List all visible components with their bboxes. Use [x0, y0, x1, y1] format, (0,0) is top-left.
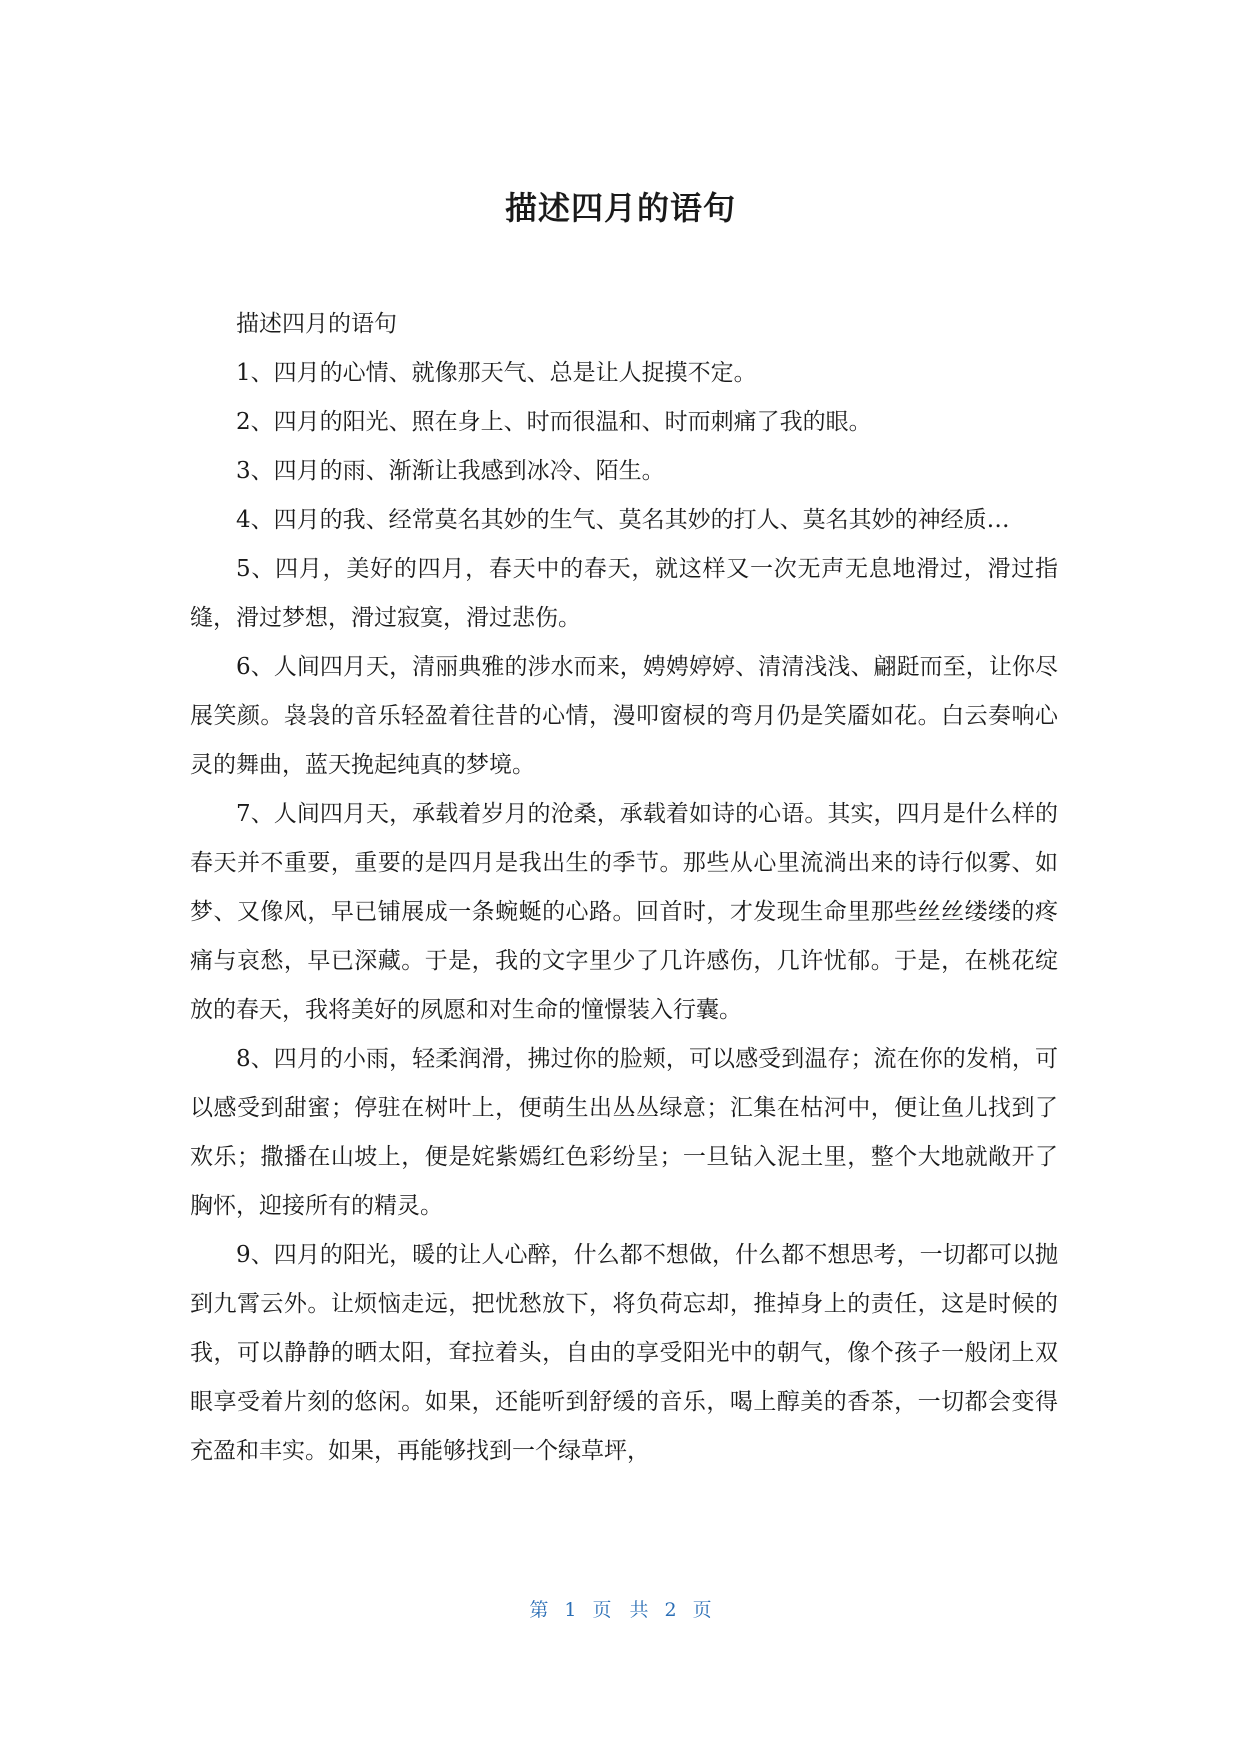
footer-label-of: 页 共 — [592, 1599, 649, 1621]
footer-label-pages: 页 — [692, 1599, 712, 1621]
footer-label-page: 第 — [529, 1599, 549, 1621]
paragraph-9: 9、四月的阳光，暖的让人心醉，什么都不想做，什么都不想思考，一切都可以抛到九霄云外。让烦恼走远，把忧愁放下，将负荷忘却，推掉身上的责任，这是时候的我，可以静静的晒太阳，耷拉着头，自由的享受阳光中的朝气，像个孩子一般闭上双眼享受着片刻的悠闲。如果，还能听到舒缓的音乐，喝上醇美的香茶，一切都会变得充盈和丰实。如果，再能够找到一个绿草坪， — [190, 1242, 1058, 1464]
footer-current-page: 1 — [564, 1599, 577, 1621]
paragraph-3: 3、四月的雨、渐渐让我感到冰冷、陌生。 — [236, 458, 665, 484]
paragraph-4: 4、四月的我、经常莫名其妙的生气、莫名其妙的打人、莫名其妙的神经质… — [236, 507, 1010, 533]
paragraph-5: 5、四月，美好的四月，春天中的春天，就这样又一次无声无息地滑过，滑过指缝，滑过梦想，滑过寂寞，滑过悲伤。 — [190, 556, 1058, 631]
paragraph-8: 8、四月的小雨，轻柔润滑，拂过你的脸颊，可以感受到温存；流在你的发梢，可以感受到甜蜜；停驻在树叶上，便萌生出丛丛绿意；汇集在枯河中，便让鱼儿找到了欢乐；撒播在山坡上，便是姹紫嫣红色彩纷呈；一旦钻入泥土里，整个大地就敞开了胸怀，迎接所有的精灵。 — [190, 1046, 1058, 1219]
paragraph-7: 7、人间四月天，承载着岁月的沧桑，承载着如诗的心语。其实，四月是什么样的春天并不重要，重要的是四月是我出生的季节。那些从心里流淌出来的诗行似雾、如梦、又像风，早已铺展成一条蜿蜒的心路。回首时，才发现生命里那些丝丝缕缕的疼痛与哀愁，早已深藏。于是，我的文字里少了几许感伤，几许忧郁。于是，在桃花绽放的春天，我将美好的夙愿和对生命的憧憬装入行囊。 — [190, 801, 1058, 1023]
paragraph-2: 2、四月的阳光、照在身上、时而很温和、时而刺痛了我的眼。 — [236, 409, 872, 435]
footer-total-pages: 2 — [664, 1599, 677, 1621]
paragraph-6: 6、人间四月天，清丽典雅的涉水而来，娉娉婷婷、清清浅浅、翩跹而至，让你尽展笑颜。袅袅的音乐轻盈着往昔的心情，漫叩窗棂的弯月仍是笑靥如花。白云奏响心灵的舞曲，蓝天挽起纯真的梦境。 — [190, 654, 1058, 778]
page-footer — [0, 1597, 1241, 1623]
document-title: 描述四月的语句 — [504, 189, 736, 227]
paragraph-1: 1、四月的心情、就像那天气、总是让人捉摸不定。 — [236, 360, 757, 386]
paragraph-heading: 描述四月的语句 — [236, 311, 397, 337]
document-body — [190, 300, 1058, 1476]
